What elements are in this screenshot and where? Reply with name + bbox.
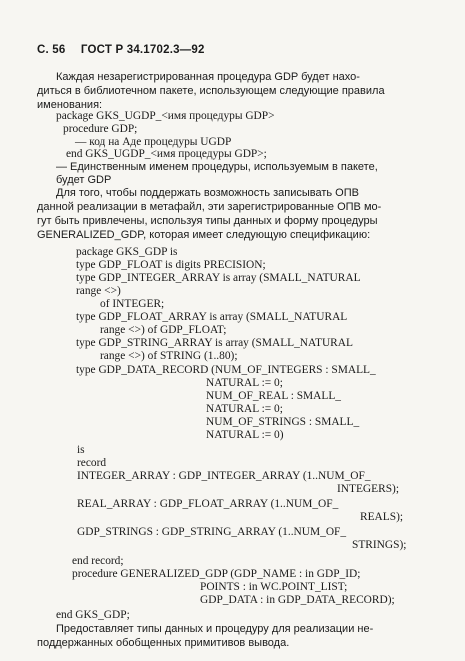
- text-line: GENERALIZED_GDP, которая имеет следующую спецификацию:: [37, 229, 371, 241]
- code-line: record: [77, 457, 107, 469]
- text-line: поддержанных обобщенных примитивов вывода.: [37, 637, 290, 649]
- code-line: procedure GENERALIZED_GDP (GDP_NAME : in GDP_ID;: [72, 568, 361, 580]
- text-line: гут быть привлечены, используя типы данных и форму процедуры: [37, 215, 378, 227]
- code-line: REALS);: [360, 511, 404, 523]
- code-line: NATURAL := 0;: [206, 377, 283, 389]
- code-line: type GDP_FLOAT is digits PRECISION;: [76, 259, 266, 271]
- code-line: REAL_ARRAY : GDP_FLOAT_ARRAY (1..NUM_OF_: [77, 498, 339, 510]
- code-line: end GKS_GDP;: [56, 609, 130, 621]
- code-line: package GKS_GDP is: [76, 246, 178, 258]
- text-line: именования:: [37, 99, 103, 111]
- text-line: Предоставляет типы данных и процедуру для реализации не-: [56, 623, 374, 635]
- standard-number: ГОСТ Р 34.1702.3—92: [80, 44, 205, 56]
- code-line: type GDP_INTEGER_ARRAY is array (SMALL_NATURAL: [76, 272, 361, 284]
- code-line: GDP_DATA : in GDP_DATA_RECORD);: [200, 594, 395, 606]
- code-line: of INTEGER;: [100, 298, 165, 310]
- code-line: type GDP_FLOAT_ARRAY is array (SMALL_NATURAL: [76, 311, 348, 323]
- code-line: NATURAL := 0): [206, 429, 284, 441]
- code-line: type GDP_STRING_ARRAY is array (SMALL_NATURAL: [76, 337, 353, 349]
- page-header: [37, 44, 437, 56]
- code-line: range <>) of STRING (1..80);: [100, 350, 238, 362]
- code-line: GDP_STRINGS : GDP_STRING_ARRAY (1..NUM_OF_: [77, 526, 347, 538]
- code-line: type GDP_DATA_RECORD (NUM_OF_INTEGERS : SMALL_: [76, 364, 376, 376]
- text-line: — Единственным именем процедуры, используемым в пакете,: [56, 161, 378, 173]
- text-line: Для того, чтобы поддержать возможность записывать ОПВ: [56, 187, 359, 199]
- code-line: end record;: [72, 555, 124, 567]
- code-line: NUM_OF_REAL : SMALL_: [206, 390, 342, 402]
- code-line: NUM_OF_STRINGS : SMALL_: [206, 416, 360, 428]
- code-line: STRINGS);: [352, 539, 407, 551]
- text-line: диться в библиотечном пакете, использующем следующие правила: [37, 85, 385, 97]
- text-line: данной реализации в метафайл, эти зарегистрированные ОПВ мо-: [37, 201, 382, 213]
- code-line: range <>): [76, 285, 121, 297]
- code-comment: — код на Аде процедуры UGDP: [75, 136, 232, 148]
- code-line: INTEGER_ARRAY : GDP_INTEGER_ARRAY (1..NUM_OF_: [77, 470, 371, 482]
- code-line: INTEGERS);: [337, 483, 400, 495]
- code-line: NATURAL := 0;: [206, 403, 283, 415]
- code-line: package GKS_UGDP_<имя процедуры GDP>: [56, 110, 275, 122]
- page-number: С. 56: [37, 44, 66, 56]
- code-line: end GKS_UGDP_<имя процедуры GDP>;: [66, 148, 267, 160]
- code-line: procedure GDP;: [63, 123, 138, 135]
- code-line: range <>) of GDP_FLOAT;: [100, 324, 227, 336]
- text-line: будет GDP: [56, 174, 112, 186]
- code-line: is: [77, 444, 85, 456]
- code-line: POINTS : in WC.POINT_LIST;: [200, 581, 348, 593]
- text-line: Каждая незарегистрированная процедура GDP будет нахо-: [56, 71, 360, 83]
